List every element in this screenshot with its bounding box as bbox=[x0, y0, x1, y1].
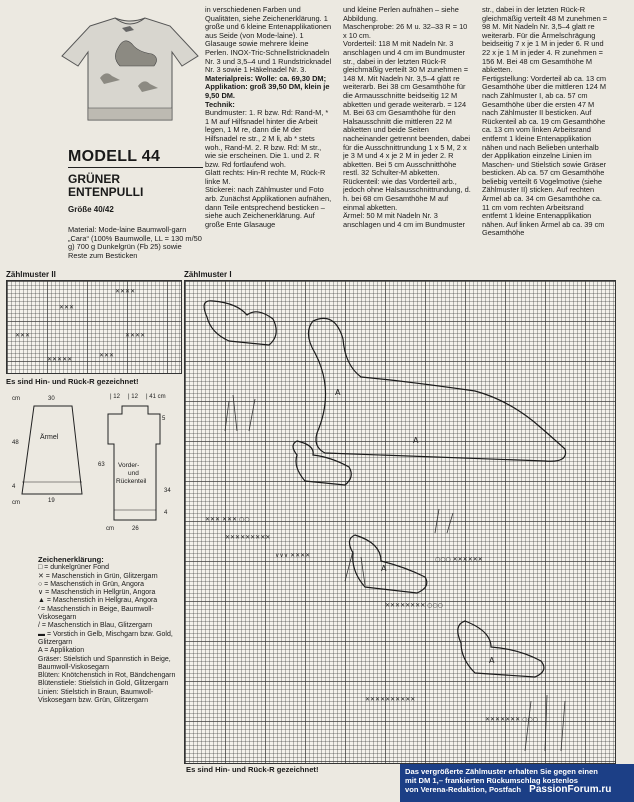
materials-text bbox=[68, 226, 202, 262]
footer-info-box bbox=[400, 764, 634, 802]
legend-item: Linien: Stielstich in Braun, Baumwoll-Viskosegarn bzw. Grün, Glitzergarn bbox=[38, 688, 154, 705]
legend-item: ○ = Maschenstich in Grün, Angora bbox=[38, 580, 144, 588]
svg-text:✕✕✕✕: ✕✕✕✕ bbox=[125, 332, 146, 339]
chart2-label: Zählmuster II bbox=[6, 270, 56, 279]
legend-item: ✕ = Maschenstich in Grün, Glitzergarn bbox=[38, 572, 158, 580]
chart2-caption: Es sind Hin- und Rück-R gezeichnet! bbox=[6, 377, 139, 386]
dim-8: 5 bbox=[162, 416, 166, 422]
svg-text:✕✕✕✕: ✕✕✕✕ bbox=[115, 288, 136, 295]
col2-p4: Bundmuster: 1. R bzw. Rd: Rand-M, * 1 M auf Hilfsnadel hinter die Arbeit legen, 1 M re, dann die M der Hilfsnadel re str., 2 M li, ab * stets woh., Rand-M. 2. R bzw. Rd: M str., wie sie erscheinen. Die 1. und 2. R bzw. Rd fortlaufend woh. bbox=[205, 108, 329, 169]
watermark: PassionForum.ru bbox=[529, 784, 612, 795]
col2-p6: Stickerei: nach Zählmuster und Foto arb. Zunächst Applikationen aufnähen, dann Teile entsprechend besticken – siehe auch Zeichenerklärung. Auf große Ente Glasauge bbox=[205, 185, 332, 229]
heron-outline bbox=[204, 301, 276, 345]
legend-item: ⁄ = Maschenstich in Beige, Baumwoll-Viskosegarn bbox=[38, 605, 154, 622]
svg-text:✕✕✕✕✕: ✕✕✕✕✕ bbox=[47, 356, 73, 363]
col2-p1: in verschiedenen Farben und Qualitäten, siehe Zeichenerklärung. 1 große und 6 kleine Entenapplikationen aus Seide (von Mode-laine). 1 Glasauge sowie mehrere kleine Perlen. INOX-Tric-Schnellstricknadeln Nr. 3 und 3,5–4 und 1 Rundstricknadel Nr. 3 sowie 1 Häkelnadel Nr. 3. bbox=[205, 6, 332, 75]
small-duck-2 bbox=[349, 535, 426, 593]
dim-10: 34 bbox=[164, 488, 171, 494]
footer-line1: Das vergrößerte Zählmuster erhalten Sie gegen einen bbox=[405, 767, 598, 776]
dim-1: 30 bbox=[48, 396, 55, 402]
chart2-motifs bbox=[7, 281, 181, 373]
dim-11: 4 bbox=[164, 510, 168, 516]
svg-text:✕✕✕✕✕✕✕✕✕: ✕✕✕✕✕✕✕✕✕ bbox=[225, 534, 271, 541]
materials-paragraph: Material: Mode-laine Baumwoll-garn „Cara“ (100% Baumwolle, LL = 130 m/50 g) 700 g Dunkelgrün (Fb 25) sowie Reste zum Besticken bbox=[68, 226, 202, 260]
title-rule bbox=[68, 167, 203, 168]
svg-text:✕✕✕: ✕✕✕ bbox=[59, 304, 75, 311]
schematic bbox=[10, 392, 180, 552]
col2-p5: Glatt rechts: Hin-R rechte M, Rück-R linke M. bbox=[205, 168, 326, 186]
chart2-grid bbox=[6, 280, 182, 374]
svg-text:✕✕✕: ✕✕✕ bbox=[99, 352, 115, 359]
body-label-1: Vorder- bbox=[118, 462, 140, 469]
small-duck-3 bbox=[458, 621, 544, 677]
text-column-3 bbox=[343, 6, 471, 260]
dim-7: | 41 cm bbox=[146, 394, 166, 400]
col2-p3: Technik: bbox=[205, 99, 235, 109]
subtitle-line2: ENTENPULLI bbox=[68, 185, 144, 199]
legend-item: ▲ = Maschenstich in Hellgrau, Angora bbox=[38, 597, 158, 605]
legend-item: Blütenstiele: Stielstich in Gold, Glitzergarn bbox=[38, 680, 169, 688]
size-label: Größe 40/42 bbox=[68, 205, 114, 214]
footer-line3-text: von Verena-Redaktion, Postfach bbox=[405, 785, 522, 794]
legend-item: ∨ = Maschenstich in Hellgrün, Angora bbox=[38, 589, 156, 597]
legend bbox=[38, 556, 180, 790]
svg-text:✕✕✕ ✕✕✕ ○○: ✕✕✕ ✕✕✕ ○○ bbox=[205, 516, 250, 523]
col3-p4: Rückenteil: wie das Vorderteil arb., jedoch ohne Halsausschnittrundung, d. h. bei 68 cm Gesamthöhe M auf einmal abketten. bbox=[343, 176, 471, 212]
text-column-4 bbox=[482, 6, 610, 270]
big-duck-outline bbox=[308, 318, 565, 461]
svg-text:✕✕✕✕✕✕✕✕✕✕: ✕✕✕✕✕✕✕✕✕✕ bbox=[365, 696, 416, 703]
dim-14: cm bbox=[12, 500, 20, 506]
chart1-grid bbox=[184, 280, 616, 764]
legend-item: Blüten: Knötchenstich in Rot, Bändchengarn bbox=[38, 672, 176, 680]
legend-item: Gräser: Stielstich und Spannstich in Beige, Baumwoll-Viskosegarn bbox=[38, 655, 171, 671]
dim-4: 19 bbox=[48, 498, 55, 504]
col2-p2: Materialpreis: Wolle: ca. 69,30 DM; Applikation: groß 39,50 DM, klein je 9,50 DM. bbox=[205, 73, 330, 100]
legend-item: ▬ = Vorstich in Gelb, Mischgarn bzw. Gold, Glitzergarn bbox=[38, 630, 173, 646]
dim-0: cm bbox=[12, 396, 20, 402]
footer-line2: mit DM 1,– frankierten Rückumschlag kostenlos bbox=[405, 776, 579, 785]
text-column-2 bbox=[205, 6, 333, 260]
dim-6: | 12 bbox=[128, 394, 138, 400]
subtitle-line1: GRÜNER bbox=[68, 172, 121, 186]
col4-p2: Fertigstellung: Vorderteil ab ca. 13 cm Gesamthöhe über die mittleren 124 M nach Zählmuster I, ab ca. 57 cm Gesamthöhe über die ersten 47 M nach Zählmuster II besticken. Auf Rückenteil ab ca. 19 cm Gesamthöhe ca. 13 cm vom linken Arbeitsrand entfernt 1 kleine Entenapplikation nähen und nach Belieben unterhalb der Applikation einzelne Linien im Maschen- und Stielstich sowie Gräser besticken. Ab ca. 57 cm Gesamthöhe beliebig verteilt 6 Vogelmotive (siehe Zählmuster II) sticken. Auf rechten Ärmel ab ca. 34 cm Gesamthöhe ca. 11 cm vom rechten Arbeitsrand entfernt 1 kleine Entenapplikation nähen. Auf linken Ärmel ab ca. 39 cm Gesamthöhe bbox=[482, 73, 607, 238]
footer-line3 bbox=[405, 785, 629, 794]
svg-text:A: A bbox=[413, 436, 419, 445]
svg-text:∨∨∨ ✕✕✕✕: ∨∨∨ ✕✕✕✕ bbox=[275, 552, 311, 559]
col3-p3: Vorderteil: 118 M mit Nadeln Nr. 3 anschlagen und 4 cm im Bundmuster str., dabei in der letzten Rück-R gleichmäßig verteilt 30 M zunehmen = 148 M. Mit Nadeln Nr. 3,5–4 glatt re weiterarb. Bei 38 cm Gesamthöhe für die Armausschnitte beidseitig 12 M abketten und gerade weiterarb. = 124 M. Bei 63 cm Gesamthöhe für den Halsausschnitt die mittleren 22 M abketten und beide Seiten nacheinander getrennt beenden, dabei für die Ausschnittrundung 1 x 5 M, 2 x je 3 M und 4 x je 2 M in jeder 2. R abketten. Bei 5 cm Ausschnitthöhe restl. 32 Schulter-M abketten. bbox=[343, 39, 470, 178]
sweater-illustration bbox=[60, 8, 200, 128]
svg-text:○○○ ✕✕✕✕✕✕: ○○○ ✕✕✕✕✕✕ bbox=[435, 556, 483, 563]
col4-p1: str., dabei in der letzten Rück-R gleichmäßig verteilt 48 M zunehmen = 98 M. Mit Nadeln Nr. 3,5–4 glatt re weiterarb. Für die Ärmelschrägung beidseitig 7 x je 1 M in jeder 6. R und 22 x je 1 M in jeder 4. R zunehmen = 156 M. Bei 48 cm Gesamthöhe M abketten. bbox=[482, 6, 608, 75]
chart1-motifs bbox=[185, 281, 615, 763]
col3-p2: Maschenprobe: 26 M u. 32–33 R = 10 x 10 cm. bbox=[343, 22, 468, 40]
legend-title: Zeichenerklärung: bbox=[38, 556, 104, 564]
sleeve-label: Ärmel bbox=[40, 434, 59, 441]
body-label-2: und bbox=[128, 470, 139, 477]
svg-text:✕✕✕✕✕✕✕✕ ○○○: ✕✕✕✕✕✕✕✕ ○○○ bbox=[385, 602, 443, 609]
dim-13: 26 bbox=[132, 526, 139, 532]
small-duck-1 bbox=[293, 441, 351, 485]
model-title: MODELL 44 bbox=[68, 148, 161, 165]
dim-3: 4 bbox=[12, 484, 16, 490]
col3-p5: Ärmel: 50 M mit Nadeln Nr. 3 anschlagen und 4 cm im Bundmuster bbox=[343, 211, 466, 229]
chart1-caption: Es sind Hin- und Rück-R gezeichnet! bbox=[186, 765, 319, 774]
svg-text:✕✕✕: ✕✕✕ bbox=[15, 332, 31, 339]
legend-item: / = Maschenstich in Blau, Glitzergarn bbox=[38, 622, 153, 630]
chart1-label: Zählmuster I bbox=[184, 270, 232, 279]
dim-5: | 12 bbox=[110, 394, 120, 400]
svg-text:A: A bbox=[335, 388, 341, 397]
legend-item: □ = dunkelgrüner Fond bbox=[38, 564, 109, 572]
body-label-3: Rückenteil bbox=[116, 478, 147, 485]
svg-text:✕✕✕✕✕✕✕ ○○○: ✕✕✕✕✕✕✕ ○○○ bbox=[485, 716, 538, 723]
dim-9: 63 bbox=[98, 462, 105, 468]
legend-item: A = Applikation bbox=[38, 647, 85, 655]
svg-text:A: A bbox=[489, 656, 495, 665]
col3-p1: und kleine Perlen aufnähen – siehe Abbildung. bbox=[343, 6, 459, 23]
svg-text:A: A bbox=[381, 564, 387, 573]
dim-2: 48 bbox=[12, 440, 19, 446]
dim-12: cm bbox=[106, 526, 114, 532]
